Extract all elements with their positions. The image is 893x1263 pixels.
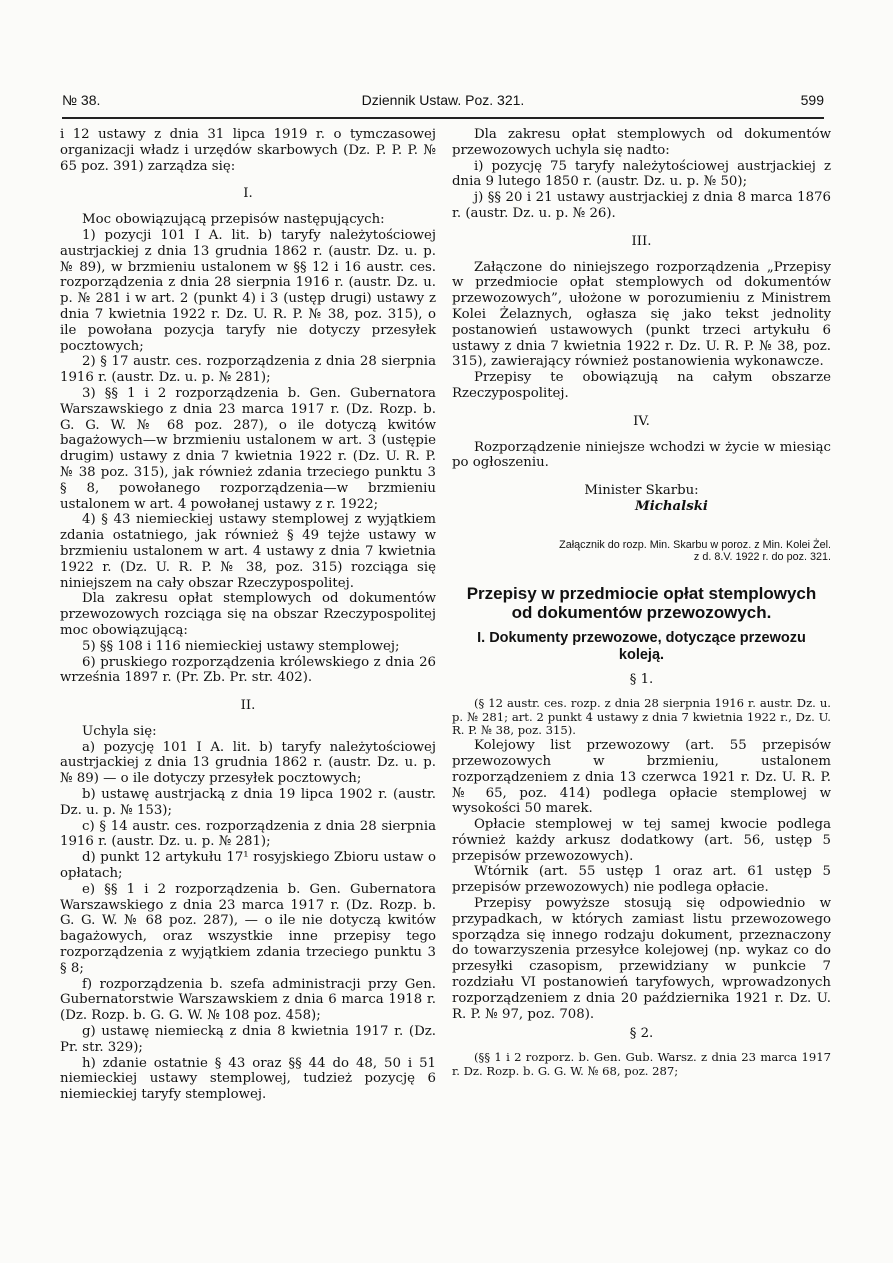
scope-statement: Przepisy te obowiązują na całym obszarze Rzeczypospolitej. bbox=[452, 370, 831, 401]
annex-note-line-2: z d. 8.V. 1922 r. do poz. 321. bbox=[693, 551, 831, 564]
minister-signature: Michalski bbox=[635, 498, 708, 514]
list-item-d: d) punkt 12 artykułu 17¹ rosyjskiego Zbioru ustaw o opłatach; bbox=[60, 850, 436, 882]
list-item-h: h) zdanie ostatnie § 43 oraz §§ 44 do 48, 50 i 51 niemieckiej ustawy stemplowej, tudzież pozycję 6 niemieckiej taryfy stemplowej. bbox=[60, 1055, 436, 1103]
effective-date-paragraph: Rozporządzenie niniejsze wchodzi w życie w miesiąc po ogłoszeniu. bbox=[452, 439, 831, 471]
paragraph-heading-1: § 1. bbox=[629, 671, 654, 687]
list-item-c: c) § 14 austr. ces. rozporządzenia z dnia 28 sierpnia 1916 r. (austr. Dz. u. p. № 281); bbox=[60, 818, 436, 850]
annex-note-line-1: Załącznik do rozp. Min. Skarbu w poroz. z Min. Kolei Żel. bbox=[559, 538, 831, 551]
regulation-title bbox=[452, 584, 831, 622]
list-item-b: b) ustawę austrjacką z dnia 19 lipca 1902 r. (austr. Dz. u. p. № 153); bbox=[60, 787, 436, 818]
list-item-5: 5) §§ 108 i 116 niemieckiej ustawy stemplowej; bbox=[82, 638, 400, 654]
list-item-i: i) pozycję 75 taryfy należytościowej austrjackiej z dnia 9 lutego 1850 r. (austr. Dz. u. p. № 50); bbox=[452, 158, 831, 190]
list-item-1: 1) pozycji 101 I A. lit. b) taryfy należytościowej austrjackiej z dnia 13 grudnia 1862 r. (austr. Dz. u. p. № 89), w brzmieniu ustalonem w §§ 12 i 16 austr. ces. rozporządzenia z dnia 28 sierpnia 1916 r. (austr. Dz. u. p. № 281 i w art. 2 (punkt 4) i 3 (ustęp drugi) ustawy z dnia 7 kwietnia 1922 r. Dz. U. R. P. № 38, poz. 315), o ile powołana pozycja taryfy nie dotyczy przesyłek pocztowych; bbox=[60, 227, 436, 354]
list-item-a: a) pozycję 101 I A. lit. b) taryfy należytościowej austrjackiej z dnia 13 grudnia 1862 r. (austr. Dz. u. p. № 89) — o ile dotyczy przesyłek pocztowych; bbox=[60, 739, 436, 787]
list-item-j: j) §§ 20 i 21 ustawy austrjackiej z dnia 8 marca 1876 r. (austr. Dz. u. p. № 26). bbox=[452, 190, 831, 221]
scope-paragraph: Dla zakresu opłat stemplowych od dokumentów przewozowych rozciąga się na obszar Rzeczypospolitej moc obowiązującą: bbox=[60, 591, 436, 638]
page-number: 599 bbox=[800, 92, 824, 108]
moc-paragraph: Moc obowiązującą przepisów następujących: bbox=[82, 212, 385, 228]
right-column bbox=[452, 127, 831, 1079]
attachment-paragraph: Załączone do niniejszego rozporządzenia „Przepisy w przedmiocie opłat stemplowych od dokumentów przewozowych”, ułożone w porozumieniu z Ministrem Kolei Żelaznych, ogłasza się jako tekst jednolity postanowień ustawowych (punkt trzeci artykułu 6 ustawy z dnia 7 kwietnia 1922 r. Dz. U. R. P. № 38, poz. 315), zawierający również postanowienia wykonawcze. bbox=[452, 259, 831, 370]
regulation-title-line-2: od dokumentów przewozowych. bbox=[511, 602, 772, 622]
page-header bbox=[62, 92, 824, 114]
minister-title: Minister Skarbu: bbox=[584, 483, 699, 499]
waybill-paragraph: Kolejowy list przewozowy (art. 55 przepisów przewozowych w brzmieniu, ustalonem rozporządzeniem z dnia 13 czerwca 1921 r. Dz. U. R. P. № 65, poz. 414) podlega opłacie stemplowej w wysokości 50 marek. bbox=[452, 738, 831, 817]
list-item-3: 3) §§ 1 i 2 rozporządzenia b. Gen. Gubernatora Warszawskiego z dnia 23 marca 1917 r. (Dz. Rozp. b. G. G. W. № 68 poz. 287), o ile dotyczą kwitów bagażowych—w brzmieniu ustalonem w art. 3 (ustępie drugim) ustawy z dnia 7 kwietnia 1922 r. (Dz. U. R. P. № 38 poz. 315), jak również zdania trzeciego punktu 3 § 8, powołanego rozporządzenia—w brzmieniu ustalonem w art. 4 powołanej ustawy z r. 1922; bbox=[60, 385, 436, 512]
application-paragraph: Przepisy powyższe stosują się odpowiednio w przypadkach, w których zamiast listu przewozowego sporządza się innego rodzaju dokument, przeznaczony do towarzyszenia przesyłce kolejowej (np. wykaz co do przesyłki czasopism, przewidziany w punkcie 7 rozdziału VI postanowień taryfowych, wprowadzonych rozporządzeniem z dnia 20 października 1921 r. Dz. U. R. P. № 97, poz. 708). bbox=[452, 896, 831, 1022]
intro-paragraph: i 12 ustawy z dnia 31 lipca 1919 r. o tymczasowej organizacji władz i urzędów skarbowych (Dz. P. P. P. № 65 poz. 391) zarządza się: bbox=[60, 127, 436, 174]
scope-paragraph-2: Dla zakresu opłat stemplowych od dokumentów przewozowych uchyla się nadto: bbox=[452, 127, 831, 158]
list-item-e: e) §§ 1 i 2 rozporządzenia b. Gen. Gubernatora Warszawskiego z dnia 23 marca 1917 r. (Dz. Rozp. b. G. G. W. № 68 poz. 287), — o ile nie dotyczą kwitów bagażowych, oraz wszystkie inne przepisy tego rozporządzenia z wyjątkiem zdania trzeciego punktu 3 § 8; bbox=[60, 881, 436, 976]
chapter-heading-line-1: I. Dokumenty przewozowe, dotyczące przewozu bbox=[477, 629, 806, 646]
list-item-f: f) rozporządzenia b. szefa administracji przy Gen. Gubernatorstwie Warszawskiem z dnia 6 marca 1918 r. (Dz. Rozp. b. G. G. W. № 108 poz. 458); bbox=[60, 976, 436, 1024]
chapter-heading-line-2: koleją. bbox=[618, 646, 665, 663]
list-item-g: g) ustawę niemiecką z dnia 8 kwietnia 1917 r. (Dz. Pr. str. 329); bbox=[60, 1024, 436, 1055]
regulation-title-line-1: Przepisy w przedmiocie opłat stemplowych bbox=[466, 583, 817, 603]
section-heading-2: II. bbox=[240, 698, 256, 714]
list-item-2: 2) § 17 austr. ces. rozporządzenia z dnia 28 sierpnia 1916 r. (austr. Dz. u. p. № 281); bbox=[60, 354, 436, 386]
chapter-heading bbox=[452, 630, 831, 664]
header-rule bbox=[62, 117, 824, 119]
annex-note bbox=[452, 539, 831, 564]
section-heading-1: I. bbox=[243, 186, 253, 202]
journal-title: Dziennik Ustaw. Poz. 321. bbox=[361, 92, 525, 108]
paragraph-heading-2: § 2. bbox=[629, 1026, 654, 1042]
issue-number: № 38. bbox=[62, 92, 101, 108]
list-item-4: 4) § 43 niemieckiej ustawy stemplowej z wyjątkiem zdania ostatniego, jak również § 49 tejże ustawy w brzmieniu ustalonem w art. 4 ustawy z dnia 7 kwietnia 1922 r. (Dz. U. R. P. № 38, poz. 315) rozciąga się niniejszem na cały obszar Rzeczypospolitej. bbox=[60, 512, 436, 591]
paragraph-2-reference: (§§ 1 i 2 rozporz. b. Gen. Gub. Warsz. z dnia 23 marca 1917 r. Dz. Rozp. b. G. G. W. № 68, poz. 287; bbox=[452, 1050, 831, 1079]
paragraph-1-reference: (§ 12 austr. ces. rozp. z dnia 28 sierpnia 1916 r. austr. Dz. u. p. № 281; art. 2 punkt 4 ustawy z dnia 7 kwietnia 1922 r., Dz. U. R. P. № 38, poz. 315). bbox=[452, 695, 831, 738]
section-heading-4: IV. bbox=[633, 413, 650, 429]
left-column bbox=[60, 127, 436, 1103]
uchyla-paragraph: Uchyla się: bbox=[82, 723, 157, 739]
section-heading-3: III. bbox=[631, 233, 652, 249]
duplicate-paragraph: Wtórnik (art. 55 ustęp 1 oraz art. 61 ustęp 5 przepisów przewozowych) nie podlega opłacie. bbox=[452, 864, 831, 896]
additional-sheet-paragraph: Opłacie stemplowej w tej samej kwocie podlega również każdy arkusz dodatkowy (art. 56, ustęp 5 przepisów przewozowych). bbox=[452, 817, 831, 864]
list-item-6: 6) pruskiego rozporządzenia królewskiego z dnia 26 września 1897 r. (Pr. Zb. Pr. str. 402). bbox=[60, 654, 436, 686]
